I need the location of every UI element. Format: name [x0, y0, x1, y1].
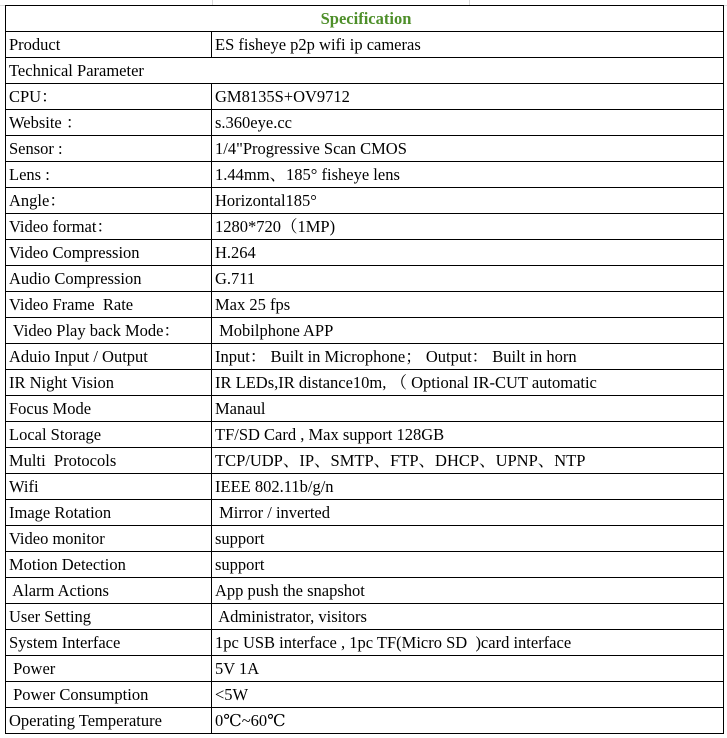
row-value-cell[interactable]: support [212, 526, 724, 552]
row-label-cell[interactable]: Wifi [6, 474, 212, 500]
table-row [6, 292, 724, 318]
table-title[interactable]: Specification [6, 6, 724, 32]
title-row [6, 6, 724, 32]
row-value-cell[interactable]: 1pc USB interface , 1pc TF(Micro SD )card interface [212, 630, 724, 656]
table-row [6, 318, 724, 344]
table-row [6, 214, 724, 240]
row-value-cell[interactable]: support [212, 552, 724, 578]
row-value-cell[interactable]: Mobilphone APP [212, 318, 724, 344]
row-value-cell[interactable]: <5W [212, 682, 724, 708]
table-row [6, 500, 724, 526]
row-label-cell[interactable]: Image Rotation [6, 500, 212, 526]
table-row [6, 32, 724, 58]
row-label-cell[interactable]: Aduio Input / Output [6, 344, 212, 370]
table-row [6, 240, 724, 266]
row-value-cell[interactable]: App push the snapshot [212, 578, 724, 604]
table-row [6, 526, 724, 552]
specification-table [5, 5, 724, 734]
section-row [6, 58, 724, 84]
row-value-cell[interactable]: TCP/UDP、IP、SMTP、FTP、DHCP、UPNP、NTP [212, 448, 724, 474]
table-row [6, 682, 724, 708]
row-value-cell[interactable]: 1280*720（1MP) [212, 214, 724, 240]
row-label-cell[interactable]: Video Compression [6, 240, 212, 266]
row-value-cell[interactable]: 5V 1A [212, 656, 724, 682]
table-row [6, 344, 724, 370]
row-value-cell[interactable]: H.264 [212, 240, 724, 266]
table-row [6, 110, 724, 136]
row-label-cell[interactable]: Video monitor [6, 526, 212, 552]
row-label-cell[interactable]: Focus Mode [6, 396, 212, 422]
row-label-cell[interactable]: IR Night Vision [6, 370, 212, 396]
table-row [6, 162, 724, 188]
row-value-cell[interactable]: Manaul [212, 396, 724, 422]
row-value-cell[interactable]: 1/4"Progressive Scan CMOS [212, 136, 724, 162]
row-label-cell[interactable]: Local Storage [6, 422, 212, 448]
row-label-cell[interactable]: User Setting [6, 604, 212, 630]
row-label-cell[interactable]: Lens : [6, 162, 212, 188]
row-value-cell[interactable]: s.360eye.cc [212, 110, 724, 136]
row-label-cell[interactable]: Alarm Actions [6, 578, 212, 604]
row-value-cell[interactable]: Administrator, visitors [212, 604, 724, 630]
row-label-cell[interactable]: Video Play back Mode： [6, 318, 212, 344]
row-value-cell[interactable]: 1.44mm、185° fisheye lens [212, 162, 724, 188]
row-label-cell[interactable]: Audio Compression [6, 266, 212, 292]
row-value-cell[interactable]: Mirror / inverted [212, 500, 724, 526]
row-value-cell[interactable]: IR LEDs,IR distance10m, （ Optional IR-CUT automatic [212, 370, 724, 396]
table-row [6, 370, 724, 396]
row-label-cell[interactable]: Product [6, 32, 212, 58]
row-value-cell[interactable]: TF/SD Card , Max support 128GB [212, 422, 724, 448]
row-label-cell[interactable]: System Interface [6, 630, 212, 656]
table-row [6, 630, 724, 656]
row-label-cell[interactable]: Video Frame Rate [6, 292, 212, 318]
table-row [6, 84, 724, 110]
table-row [6, 448, 724, 474]
table-row [6, 188, 724, 214]
row-value-cell[interactable]: ES fisheye p2p wifi ip cameras [212, 32, 724, 58]
table-row [6, 656, 724, 682]
table-row [6, 396, 724, 422]
row-label-cell[interactable]: Website ： [6, 110, 212, 136]
row-label-cell[interactable]: CPU： [6, 84, 212, 110]
row-label-cell[interactable]: Power Consumption [6, 682, 212, 708]
row-value-cell[interactable]: G.711 [212, 266, 724, 292]
table-row [6, 604, 724, 630]
row-value-cell[interactable]: GM8135S+OV9712 [212, 84, 724, 110]
table-row [6, 552, 724, 578]
table-row [6, 578, 724, 604]
row-label-cell[interactable]: Sensor : [6, 136, 212, 162]
table-row [6, 136, 724, 162]
row-value-cell[interactable]: IEEE 802.11b/g/n [212, 474, 724, 500]
row-value-cell[interactable]: 0℃~60℃ [212, 708, 724, 734]
row-label-cell[interactable]: Operating Temperature [6, 708, 212, 734]
section-header[interactable]: Technical Parameter [6, 58, 724, 84]
row-label-cell[interactable]: Motion Detection [6, 552, 212, 578]
table-row [6, 474, 724, 500]
row-value-cell[interactable]: Max 25 fps [212, 292, 724, 318]
row-label-cell[interactable]: Multi Protocols [6, 448, 212, 474]
row-label-cell[interactable]: Video format： [6, 214, 212, 240]
row-value-cell[interactable]: Horizontal185° [212, 188, 724, 214]
table-row [6, 708, 724, 734]
row-value-cell[interactable]: Input： Built in Microphone； Output： Built in horn [212, 344, 724, 370]
table-row [6, 422, 724, 448]
row-label-cell[interactable]: Angle： [6, 188, 212, 214]
table-row [6, 266, 724, 292]
row-label-cell[interactable]: Power [6, 656, 212, 682]
